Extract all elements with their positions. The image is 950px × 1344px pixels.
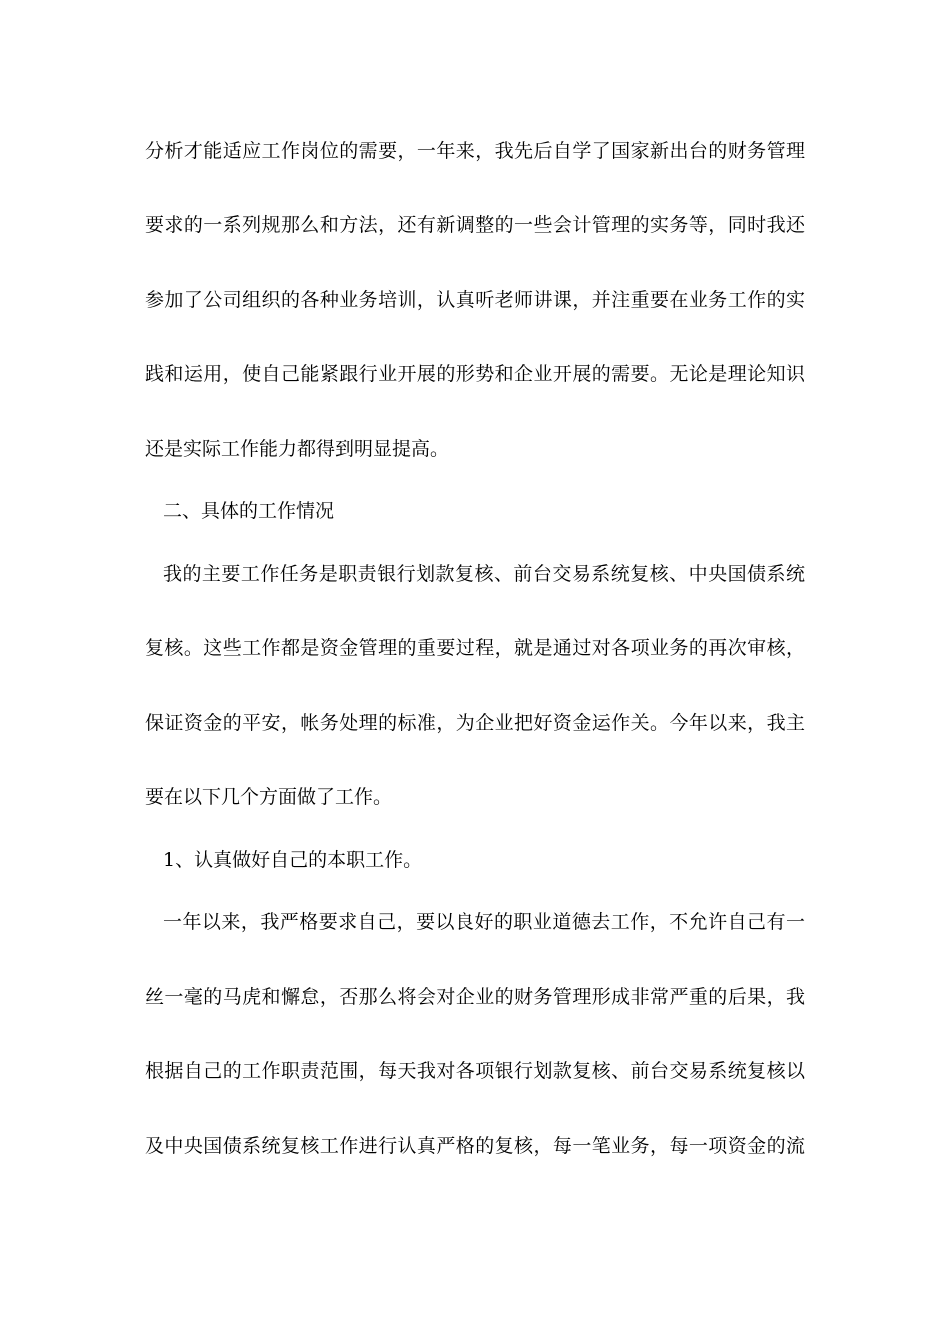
paragraph-2-line-4: 要在以下几个方面做了工作。 <box>145 786 393 808</box>
paragraph-1-line-2: 要求的一系列规那么和方法，还有新调整的一些会计管理的实务等，同时我还 <box>145 214 805 236</box>
paragraph-1-line-1: 分析才能适应工作岗位的需要，一年来，我先后自学了国家新出台的财务管理 <box>145 140 805 162</box>
paragraph-3-line-4: 及中央国债系统复核工作进行认真严格的复核，每一笔业务，每一项资金的流 <box>145 1135 805 1157</box>
paragraph-2-line-3: 保证资金的平安，帐务处理的标准，为企业把好资金运作关。今年以来，我主 <box>145 712 805 734</box>
paragraph-3-line-3: 根据自己的工作职责范围，每天我对各项银行划款复核、前台交易系统复核以 <box>145 1060 805 1082</box>
paragraph-2-line-1: 我的主要工作任务是职责银行划款复核、前台交易系统复核、中央国债系统 <box>163 563 805 585</box>
paragraph-3-line-1: 一年以来，我严格要求自己，要以良好的职业道德去工作，不允许自己有一 <box>163 911 805 933</box>
paragraph-3-line-2: 丝一毫的马虎和懈怠，否那么将会对企业的财务管理形成非常严重的后果，我 <box>145 986 805 1008</box>
paragraph-2-line-2: 复核。这些工作都是资金管理的重要过程，就是通过对各项业务的再次审核， <box>145 637 805 659</box>
subheading-text: 、认真做好自己的本职工作。 <box>175 849 423 871</box>
section-heading: 二、具体的工作情况 <box>163 500 335 522</box>
paragraph-1-line-3: 参加了公司组织的各种业务培训，认真听老师讲课，并注重要在业务工作的实 <box>145 289 805 311</box>
subheading-number: 1 <box>163 849 176 871</box>
paragraph-1-line-5: 还是实际工作能力都得到明显提高。 <box>145 438 450 460</box>
subheading <box>163 848 805 872</box>
paragraph-1-line-4: 践和运用，使自己能紧跟行业开展的形势和企业开展的需要。无论是理论知识 <box>145 363 805 385</box>
